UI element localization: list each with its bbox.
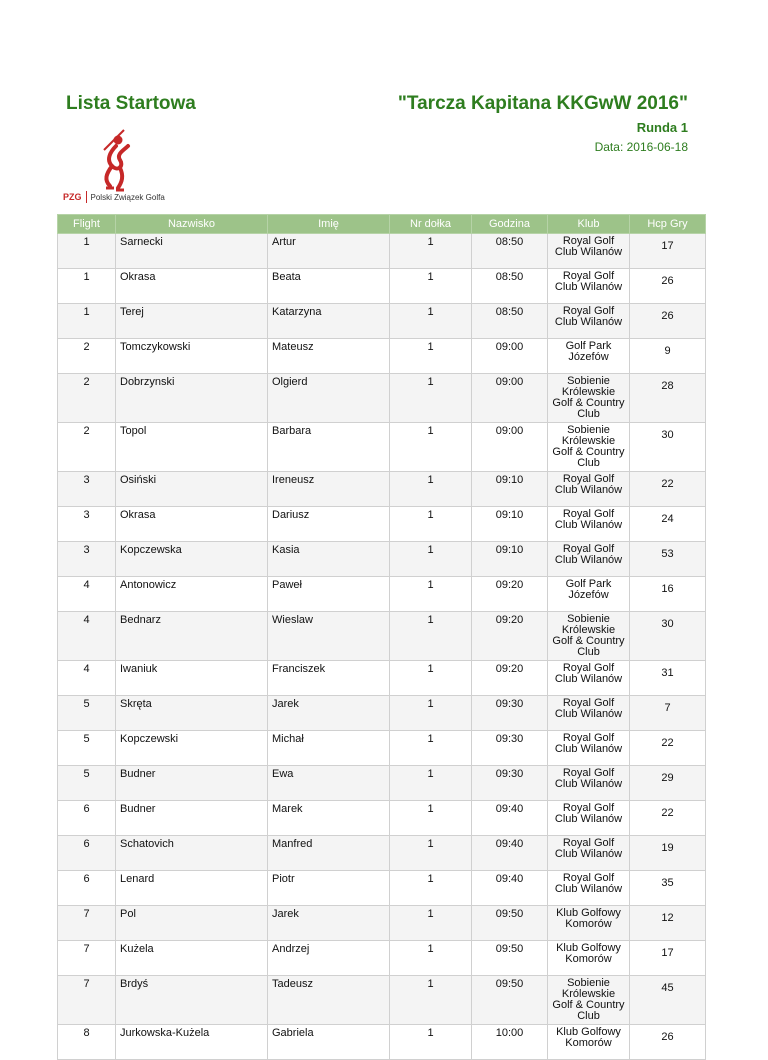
cell-flight: 6 [58, 836, 116, 871]
cell-flight: 3 [58, 472, 116, 507]
cell-handicap: 35 [630, 871, 706, 906]
cell-hole: 1 [390, 941, 472, 976]
table-row [58, 976, 706, 1025]
table-row [58, 906, 706, 941]
cell-surname: Tomczykowski [116, 339, 268, 374]
cell-first-name: Katarzyna [268, 304, 390, 339]
logo-divider [86, 191, 87, 203]
table-row [58, 941, 706, 976]
cell-handicap: 17 [630, 234, 706, 269]
cell-club: Royal Golf Club Wilanów [548, 507, 630, 542]
cell-club: Golf Park Józefów [548, 577, 630, 612]
cell-surname: Okrasa [116, 507, 268, 542]
cell-first-name: Barbara [268, 423, 390, 472]
cell-handicap: 19 [630, 836, 706, 871]
cell-handicap: 22 [630, 731, 706, 766]
cell-flight: 7 [58, 906, 116, 941]
cell-club: Royal Golf Club Wilanów [548, 304, 630, 339]
cell-time: 08:50 [472, 269, 548, 304]
cell-handicap: 31 [630, 661, 706, 696]
table-row [58, 696, 706, 731]
cell-time: 09:10 [472, 542, 548, 577]
cell-flight: 2 [58, 339, 116, 374]
column-header-club[interactable]: Klub [548, 215, 630, 234]
cell-club: Golf Park Józefów [548, 339, 630, 374]
document-title: Lista Startowa [66, 93, 196, 114]
cell-club: Royal Golf Club Wilanów [548, 766, 630, 801]
table-row [58, 542, 706, 577]
cell-surname: Budner [116, 801, 268, 836]
table-row [58, 269, 706, 304]
cell-time: 09:20 [472, 612, 548, 661]
cell-surname: Osiński [116, 472, 268, 507]
cell-surname: Skręta [116, 696, 268, 731]
cell-club: Royal Golf Club Wilanów [548, 801, 630, 836]
cell-surname: Pol [116, 906, 268, 941]
cell-first-name: Ewa [268, 766, 390, 801]
cell-hole: 1 [390, 766, 472, 801]
cell-surname: Terej [116, 304, 268, 339]
table-header-row [58, 215, 706, 234]
cell-first-name: Kasia [268, 542, 390, 577]
column-header-first-name[interactable]: Imię [268, 215, 390, 234]
cell-hole: 1 [390, 836, 472, 871]
date-label: Data: 2016-06-18 [594, 140, 688, 154]
round-label: Runda 1 [636, 120, 688, 135]
cell-time: 09:40 [472, 801, 548, 836]
cell-club: Royal Golf Club Wilanów [548, 836, 630, 871]
cell-hole: 1 [390, 801, 472, 836]
cell-hole: 1 [390, 472, 472, 507]
cell-club: Royal Golf Club Wilanów [548, 871, 630, 906]
cell-time: 09:10 [472, 472, 548, 507]
cell-club: Sobienie Królewskie Golf & Country Club [548, 423, 630, 472]
federation-abbr: PZG [63, 192, 82, 202]
cell-surname: Kużela [116, 941, 268, 976]
table-row [58, 612, 706, 661]
cell-first-name: Marek [268, 801, 390, 836]
cell-surname: Sarnecki [116, 234, 268, 269]
cell-hole: 1 [390, 871, 472, 906]
table-row [58, 731, 706, 766]
cell-handicap: 30 [630, 423, 706, 472]
column-header-flight[interactable]: Flight [58, 215, 116, 234]
cell-flight: 1 [58, 304, 116, 339]
cell-hole: 1 [390, 304, 472, 339]
cell-time: 09:00 [472, 374, 548, 423]
cell-hole: 1 [390, 612, 472, 661]
cell-first-name: Beata [268, 269, 390, 304]
cell-club: Royal Golf Club Wilanów [548, 696, 630, 731]
cell-first-name: Wieslaw [268, 612, 390, 661]
cell-surname: Jurkowska-Kużela [116, 1025, 268, 1060]
table-row [58, 234, 706, 269]
cell-surname: Budner [116, 766, 268, 801]
cell-flight: 6 [58, 801, 116, 836]
table-row [58, 577, 706, 612]
column-header-handicap[interactable]: Hcp Gry [630, 215, 706, 234]
cell-time: 08:50 [472, 304, 548, 339]
cell-hole: 1 [390, 906, 472, 941]
cell-first-name: Tadeusz [268, 976, 390, 1025]
cell-time: 09:50 [472, 941, 548, 976]
cell-time: 09:20 [472, 661, 548, 696]
cell-first-name: Jarek [268, 906, 390, 941]
start-list-table [57, 214, 706, 1060]
cell-flight: 2 [58, 374, 116, 423]
cell-hole: 1 [390, 339, 472, 374]
cell-flight: 7 [58, 976, 116, 1025]
cell-club: Royal Golf Club Wilanów [548, 731, 630, 766]
federation-logo-text [63, 190, 165, 204]
cell-surname: Schatovich [116, 836, 268, 871]
column-header-time[interactable]: Godzina [472, 215, 548, 234]
cell-surname: Brdyś [116, 976, 268, 1025]
cell-time: 09:10 [472, 507, 548, 542]
table-row [58, 1025, 706, 1060]
table-row [58, 871, 706, 906]
table-row [58, 661, 706, 696]
cell-surname: Topol [116, 423, 268, 472]
cell-flight: 3 [58, 507, 116, 542]
cell-handicap: 30 [630, 612, 706, 661]
cell-handicap: 29 [630, 766, 706, 801]
cell-club: Sobienie Królewskie Golf & Country Club [548, 976, 630, 1025]
cell-club: Sobienie Królewskie Golf & Country Club [548, 612, 630, 661]
cell-time: 09:50 [472, 906, 548, 941]
cell-club: Royal Golf Club Wilanów [548, 542, 630, 577]
cell-club: Royal Golf Club Wilanów [548, 661, 630, 696]
cell-flight: 6 [58, 871, 116, 906]
cell-surname: Kopczewski [116, 731, 268, 766]
cell-flight: 4 [58, 612, 116, 661]
cell-surname: Iwaniuk [116, 661, 268, 696]
cell-hole: 1 [390, 731, 472, 766]
cell-first-name: Andrzej [268, 941, 390, 976]
cell-handicap: 17 [630, 941, 706, 976]
cell-club: Royal Golf Club Wilanów [548, 234, 630, 269]
cell-hole: 1 [390, 696, 472, 731]
cell-flight: 4 [58, 577, 116, 612]
cell-time: 09:30 [472, 766, 548, 801]
cell-handicap: 7 [630, 696, 706, 731]
cell-club: Klub Golfowy Komorów [548, 906, 630, 941]
cell-club: Royal Golf Club Wilanów [548, 472, 630, 507]
cell-handicap: 22 [630, 801, 706, 836]
table-row [58, 304, 706, 339]
cell-handicap: 24 [630, 507, 706, 542]
cell-surname: Dobrzynski [116, 374, 268, 423]
cell-club: Sobienie Królewskie Golf & Country Club [548, 374, 630, 423]
cell-hole: 1 [390, 423, 472, 472]
cell-first-name: Artur [268, 234, 390, 269]
cell-surname: Lenard [116, 871, 268, 906]
federation-name: Polski Związek Golfa [90, 192, 165, 202]
cell-time: 09:20 [472, 577, 548, 612]
column-header-surname[interactable]: Nazwisko [116, 215, 268, 234]
cell-first-name: Ireneusz [268, 472, 390, 507]
cell-flight: 4 [58, 661, 116, 696]
cell-handicap: 28 [630, 374, 706, 423]
table-row [58, 766, 706, 801]
cell-handicap: 12 [630, 906, 706, 941]
cell-hole: 1 [390, 542, 472, 577]
table-row [58, 801, 706, 836]
table-row [58, 339, 706, 374]
cell-time: 09:50 [472, 976, 548, 1025]
cell-hole: 1 [390, 577, 472, 612]
cell-time: 08:50 [472, 234, 548, 269]
cell-surname: Bednarz [116, 612, 268, 661]
table-row [58, 507, 706, 542]
cell-club: Klub Golfowy Komorów [548, 941, 630, 976]
cell-flight: 8 [58, 1025, 116, 1060]
cell-time: 10:00 [472, 1025, 548, 1060]
table-row [58, 423, 706, 472]
cell-surname: Antonowicz [116, 577, 268, 612]
cell-first-name: Jarek [268, 696, 390, 731]
cell-time: 09:00 [472, 339, 548, 374]
cell-hole: 1 [390, 234, 472, 269]
cell-first-name: Manfred [268, 836, 390, 871]
cell-hole: 1 [390, 269, 472, 304]
cell-time: 09:40 [472, 871, 548, 906]
cell-hole: 1 [390, 661, 472, 696]
cell-hole: 1 [390, 374, 472, 423]
cell-handicap: 16 [630, 577, 706, 612]
cell-club: Royal Golf Club Wilanów [548, 269, 630, 304]
cell-handicap: 45 [630, 976, 706, 1025]
table-row [58, 374, 706, 423]
table-row [58, 836, 706, 871]
cell-handicap: 9 [630, 339, 706, 374]
cell-flight: 3 [58, 542, 116, 577]
cell-first-name: Dariusz [268, 507, 390, 542]
cell-flight: 1 [58, 269, 116, 304]
cell-club: Klub Golfowy Komorów [548, 1025, 630, 1060]
cell-flight: 5 [58, 731, 116, 766]
cell-hole: 1 [390, 507, 472, 542]
cell-time: 09:30 [472, 731, 548, 766]
cell-flight: 1 [58, 234, 116, 269]
table-row [58, 472, 706, 507]
tournament-title: "Tarcza Kapitana KKGwW 2016" [397, 93, 688, 114]
cell-first-name: Gabriela [268, 1025, 390, 1060]
cell-surname: Okrasa [116, 269, 268, 304]
cell-first-name: Piotr [268, 871, 390, 906]
cell-handicap: 26 [630, 304, 706, 339]
cell-first-name: Olgierd [268, 374, 390, 423]
cell-first-name: Paweł [268, 577, 390, 612]
cell-time: 09:00 [472, 423, 548, 472]
cell-time: 09:40 [472, 836, 548, 871]
cell-hole: 1 [390, 1025, 472, 1060]
cell-handicap: 26 [630, 269, 706, 304]
cell-flight: 5 [58, 766, 116, 801]
cell-hole: 1 [390, 976, 472, 1025]
cell-surname: Kopczewska [116, 542, 268, 577]
cell-handicap: 22 [630, 472, 706, 507]
cell-handicap: 26 [630, 1025, 706, 1060]
cell-handicap: 53 [630, 542, 706, 577]
cell-flight: 5 [58, 696, 116, 731]
cell-first-name: Mateusz [268, 339, 390, 374]
cell-flight: 2 [58, 423, 116, 472]
cell-flight: 7 [58, 941, 116, 976]
cell-first-name: Franciszek [268, 661, 390, 696]
cell-first-name: Michał [268, 731, 390, 766]
column-header-hole[interactable]: Nr dołka [390, 215, 472, 234]
cell-time: 09:30 [472, 696, 548, 731]
